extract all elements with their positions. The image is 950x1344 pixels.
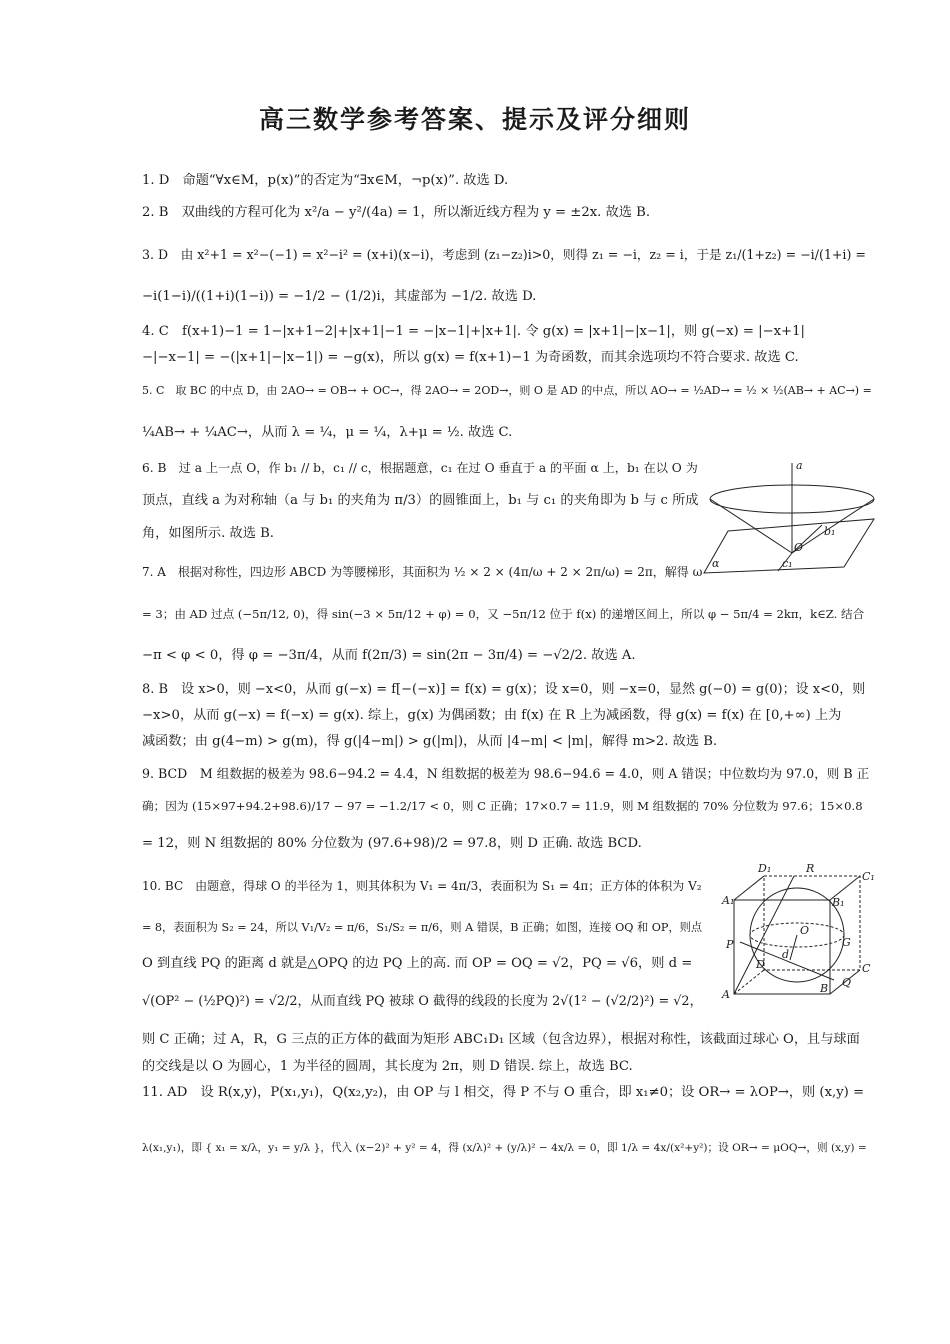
label-b1: b₁ xyxy=(824,525,836,538)
cube-sphere-diagram xyxy=(718,862,878,1002)
answer-10-line-1: 10. BC 由题意，得球 O 的半径为 1，则其体积为 V₁ = 4π/3，表面积为 S₁ = 4π；正方体的体积为 V₂ xyxy=(142,879,702,893)
label-alpha: α xyxy=(712,557,720,570)
cone-left-edge xyxy=(710,499,792,553)
cube-edge-1 xyxy=(734,876,764,900)
answer-9-line-2: 确；因为 (15×97+94.2+98.6)/17 − 97 = −1.2/17 < 0，则 C 正确；17×0.7 = 11.9，则 M 组数据的 70% 分位数为 97.6；15×0.8 xyxy=(142,799,863,813)
label-a: A xyxy=(722,988,730,1001)
label-a: a xyxy=(796,459,803,472)
cube-edge-4 xyxy=(734,970,764,994)
answer-11-line-1: 11. AD 设 R(x,y)，P(x₁,y₁)，Q(x₂,y₂)，由 OP 与 l 相交，得 P 不与 O 重合，即 x₁≠0；设 OR→ = λOP→，则 (x,y) = xyxy=(142,1085,865,1100)
answer-3-line-1: 3. D 由 x²+1 = x²−(−1) = x²−i² = (x+i)(x−i)，考虑到 (z₁−z₂)i>0，则得 z₁ = −i，z₂ = i，于是 z₁/(1+z₂) = −i/(1+i) = xyxy=(142,247,866,262)
label-d: d xyxy=(782,948,790,961)
answer-3-line-2: −i(1−i)/((1+i)(1−i)) = −1/2 − (1/2)i，其虚部为 −1/2. 故选 D. xyxy=(142,289,537,304)
label-a1: A₁ xyxy=(722,894,735,907)
label-o: O xyxy=(800,924,810,937)
answer-2: 2. B 双曲线的方程可化为 x²/a − y²/(4a) = 1，所以渐近线方程为 y = ±2x. 故选 B. xyxy=(142,205,651,220)
label-q: Q xyxy=(842,976,852,989)
label-c1: C₁ xyxy=(862,870,875,883)
label-r: R xyxy=(806,862,815,875)
answer-10-line-2: = 8，表面积为 S₂ = 24，所以 V₁/V₂ = π/6，S₁/S₂ = π/6，则 A 错误，B 正确；如图，连接 OQ 和 OP，则点 xyxy=(142,921,703,934)
answer-10-line-5: 则 C 正确；过 A，R，G 三点的正方体的截面为矩形 ABC₁D₁ 区域（包含边界），根据对称性，该截面过球心 O，且与球面 xyxy=(142,1032,860,1047)
label-o: O xyxy=(794,541,804,554)
answer-8-line-2: −x>0，从而 g(−x) = f(−x) = g(x). 综上，g(x) 为偶函数；由 f(x) 在 R 上为减函数，得 g(x) = f(x) 在 [0,+∞) 上为 xyxy=(142,708,842,723)
cube-figure xyxy=(718,862,878,1002)
answer-8-line-3: 减函数；由 g(4−m) > g(m)，得 g(|4−m|) > g(|m|)，从而 |4−m| < |m|，解得 m>2. 故选 B. xyxy=(142,734,718,749)
cone-figure xyxy=(698,455,876,575)
cone-diagram xyxy=(698,455,876,575)
label-p: P xyxy=(726,938,734,951)
answer-10-line-3: O 到直线 PQ 的距离 d 就是△OPQ 的边 PQ 上的高. 而 OP = OQ = √2，PQ = √6，则 d = xyxy=(142,956,693,971)
answer-10-line-6: 的交线是以 O 为圆心，1 为半径的圆周，其长度为 2π，则 D 错误. 综上，故选 BC. xyxy=(142,1059,633,1074)
answer-8-line-1: 8. B 设 x>0，则 −x<0，从而 g(−x) = f[−(−x)] = f(x) = g(x)；设 x=0，则 −x=0，显然 g(−0) = g(0)；设 x<0，则 xyxy=(142,682,866,697)
answer-7-line-3: −π < φ < 0，得 φ = −3π/4，从而 f(2π/3) = sin(2π − 3π/4) = −√2/2. 故选 A. xyxy=(142,648,636,663)
answer-11-line-2: λ(x₁,y₁)，即 { x₁ = x/λ，y₁ = y/λ }，代入 (x−2)² + y² = 4，得 (x/λ)² + (y/λ)² − 4x/λ = 0，即 1/λ = 4x/(x²+y²)；设 OR→ = μOQ→，则 (x,y) = xyxy=(142,1142,867,1154)
label-g: G xyxy=(842,936,851,949)
answer-6-line-1: 6. B 过 a 上一点 O，作 b₁ // b，c₁ // c，根据题意，c₁ 在过 O 垂直于 a 的平面 α 上，b₁ 在以 O 为 xyxy=(142,461,698,475)
answer-6-line-3: 角，如图所示. 故选 B. xyxy=(142,526,274,541)
label-d-point: D xyxy=(756,958,765,971)
page-title: 高三数学参考答案、提示及评分细则 xyxy=(258,105,691,134)
answer-1: 1. D 命题“∀x∈M，p(x)”的否定为“∃x∈M，¬p(x)”. 故选 D. xyxy=(142,173,509,188)
label-c: C xyxy=(862,962,871,975)
label-b1: B₁ xyxy=(832,896,845,909)
answer-6-line-2: 顶点，直线 a 为对称轴（a 与 b₁ 的夹角为 π/3）的圆锥面上，b₁ 与 c₁ 的夹角即为 b 与 c 所成 xyxy=(142,493,699,508)
distance-d xyxy=(790,935,797,960)
label-b: B xyxy=(820,982,829,995)
answer-5-line-1: 5. C 取 BC 的中点 D，由 2AO→ = OB→ + OC→，得 2AO→ = 2OD→，则 O 是 AD 的中点，所以 AO→ = ½AD→ = ½ × ½(AB→ + AC→) = xyxy=(142,384,872,397)
answer-9-line-3: = 12，则 N 组数据的 80% 分位数为 (97.6+98)/2 = 97.8，则 D 正确. 故选 BCD. xyxy=(142,836,642,851)
answer-4-line-1: 4. C f(x+1)−1 = 1−|x+1−2|+|x+1|−1 = −|x−1|+|x+1|. 令 g(x) = |x+1|−|x−1|，则 g(−x) = |−x+1| xyxy=(142,324,805,339)
answer-9-line-1: 9. BCD M 组数据的极差为 98.6−94.2 = 4.4，N 组数据的极差为 98.6−94.6 = 4.0，则 A 错误；中位数均为 97.0，则 B 正 xyxy=(142,766,870,781)
label-d1: D₁ xyxy=(758,862,772,875)
answer-7-line-1: 7. A 根据对称性，四边形 ABCD 为等腰梯形，其面积为 ½ × 2 × (4π/ω + 2 × 2π/ω) = 2π，解得 ω xyxy=(142,565,703,579)
answer-10-line-4: √(OP² − (½PQ)²) = √2/2，从而直线 PQ 被球 O 截得的线段的长度为 2√(1² − (√2/2)²) = √2， xyxy=(142,994,703,1009)
answer-7-line-2: = 3；由 AD 过点 (−5π/12, 0)，得 sin(−3 × 5π/12 + φ) = 0，又 −5π/12 位于 f(x) 的递增区间上，所以 φ − 5π/4 = 2kπ，k∈Z. 结合 xyxy=(142,607,865,621)
answer-4-line-2: −|−x−1| = −(|x+1|−|x−1|) = −g(x)，所以 g(x) = f(x+1)−1 为奇函数，而其余选项均不符合要求. 故选 C. xyxy=(142,350,799,365)
label-c1: c₁ xyxy=(782,557,793,570)
answer-5-line-2: ¼AB→ + ¼AC→，从而 λ = ¼，μ = ¼，λ+μ = ½. 故选 C. xyxy=(142,425,513,440)
